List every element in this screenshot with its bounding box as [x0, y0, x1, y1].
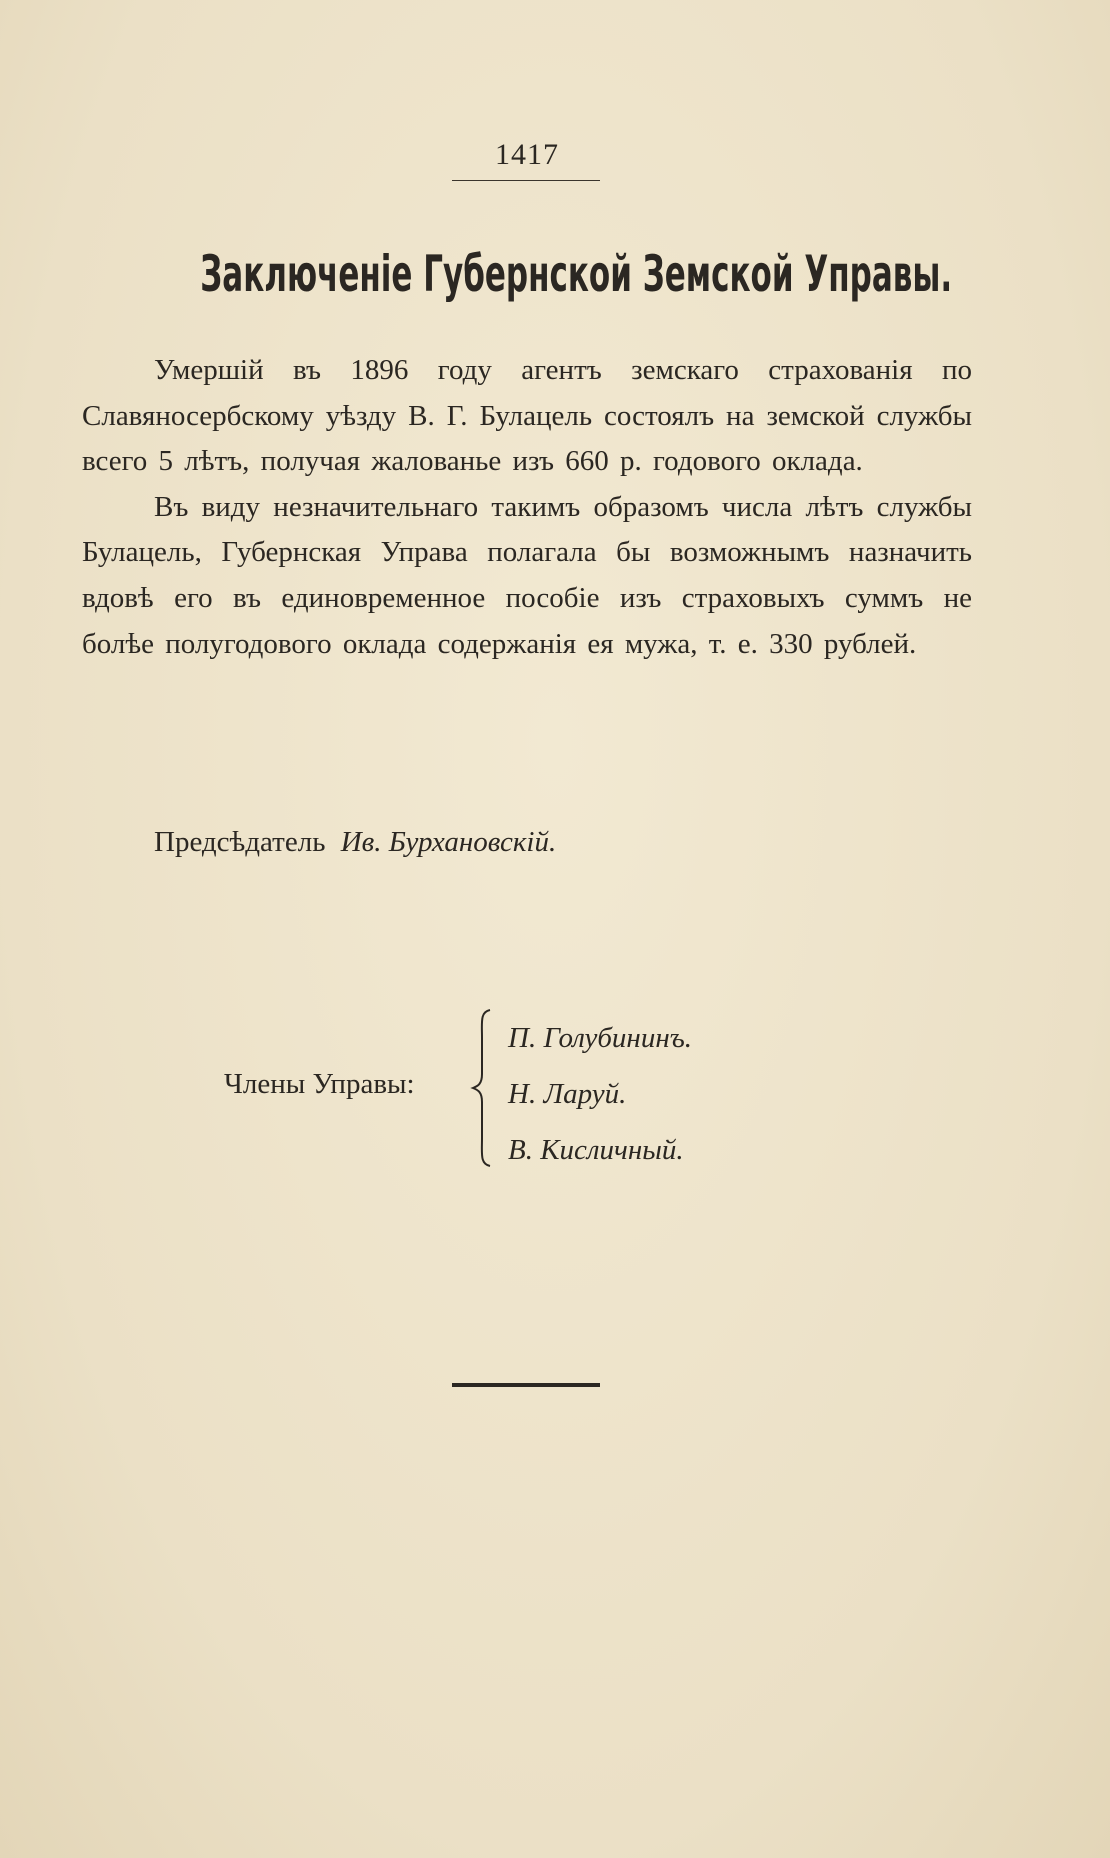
members-label: Члены Управы:: [224, 1068, 415, 1100]
member-1: П. Голубининъ.: [508, 1022, 693, 1054]
members-list: [508, 1010, 692, 1178]
chairman-name: Ив. Бурхановскій.: [340, 826, 557, 858]
paragraph-2: Въ виду незначительнаго такимъ образомъ числа лѣтъ службы Булацель, Губернская Управа полагала бы возможнымъ назначить вдовѣ его въ единовременное пособіе изъ страховыхъ суммъ не болѣе полугодового оклада содержанія ея мужа, т. е. 330 рублей.: [82, 490, 972, 660]
top-rule: [452, 180, 600, 181]
bottom-rule: [452, 1383, 600, 1387]
chairman-signature: [154, 826, 556, 859]
member-2: Н. Ларуй.: [508, 1078, 627, 1110]
curly-brace: [470, 1008, 496, 1168]
body-text: [82, 348, 972, 667]
page-title: Заключеніе Губернской Земской Управы.: [200, 245, 953, 303]
page-number: 1417: [495, 138, 559, 171]
member-3: В. Кисличный.: [508, 1134, 684, 1166]
chairman-label: Предсѣдатель: [154, 826, 326, 858]
paragraph-1: Умершій въ 1896 году агентъ земскаго страхованія по Славяносербскому уѣзду В. Г. Булацель состоялъ на земской службы всего 5 лѣтъ, получая жалованье изъ 660 р. годового оклада.: [82, 354, 972, 478]
